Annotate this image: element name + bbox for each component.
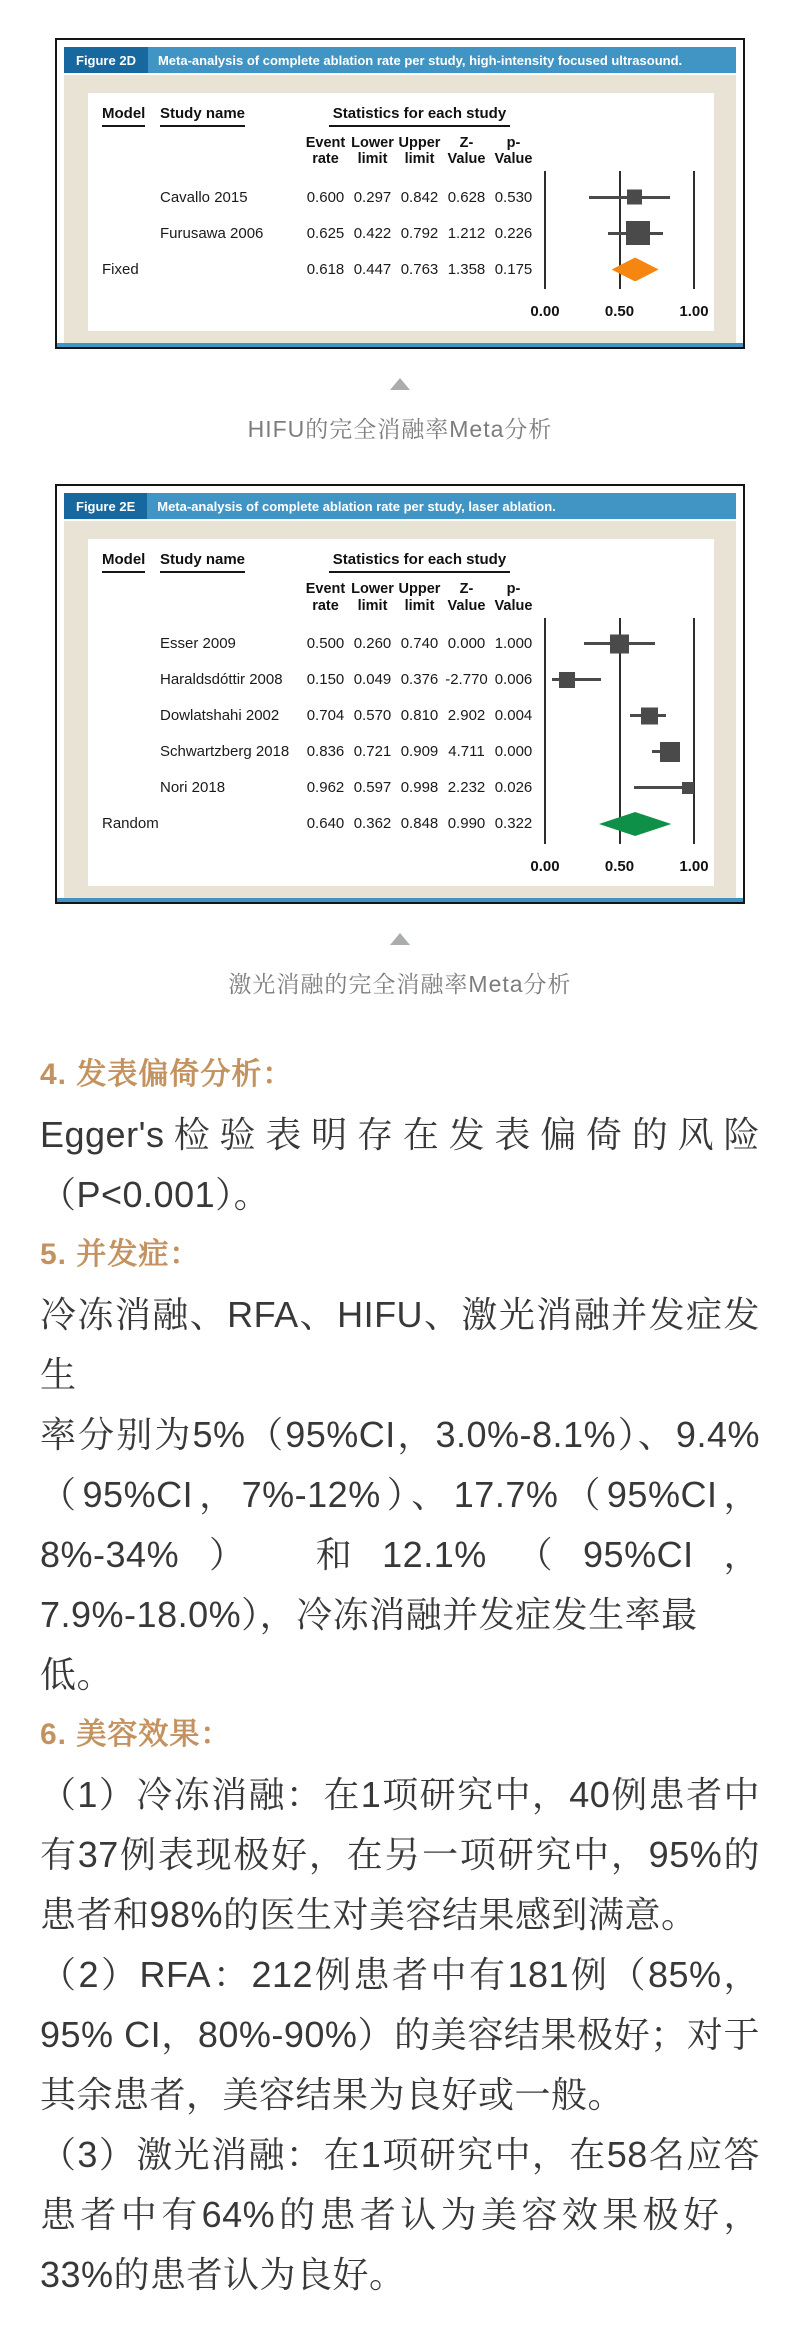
value-cell: 1.212 (447, 224, 486, 242)
value-cell: 0.721 (353, 743, 392, 761)
study-cell: Haraldsdóttir 2008 (160, 671, 283, 689)
axis-tick-label: 0.50 (604, 857, 635, 875)
value-cell: 1.358 (447, 260, 486, 278)
text-line: 率分别为5%（95%CI，3.0%-8.1%）、9.4% (40, 1413, 760, 1455)
text-line: 患者中有64%的患者认为美容效果极好， (40, 2193, 760, 2235)
stat-column-header-line1: Event (305, 135, 346, 151)
x-axis (530, 850, 709, 878)
forest-point-square (660, 742, 680, 762)
value-cell: 0.026 (494, 779, 533, 797)
value-cell: 0.500 (306, 635, 345, 653)
value-cell: 0.810 (400, 707, 439, 725)
value-cell: 0.570 (353, 707, 392, 725)
plot-cell (537, 734, 702, 770)
stat-column-header-line1: Lower (351, 581, 394, 598)
study-cell: Furusawa 2006 (160, 224, 264, 242)
stat-column-header-line2: limit (404, 151, 435, 168)
value-cell: 0.836 (306, 743, 345, 761)
value-cell: 0.000 (494, 743, 533, 761)
stat-column-header-line1: Upper (398, 135, 441, 151)
value-cell: 0.530 (494, 188, 533, 206)
axis-tick-label: 0.00 (530, 303, 560, 321)
figure-bottom-accent (57, 898, 743, 902)
study-cell: Dowlatshahi 2002 (160, 707, 280, 725)
value-cell: 0.792 (400, 224, 439, 242)
axis-tick-label: 0.00 (530, 857, 560, 875)
stats-group-header: Statistics for each study (302, 551, 537, 573)
text-line: 冷冻消融、RFA、HIFU、激光消融并发症发生 (40, 1293, 760, 1395)
stat-column-header-line2: limit (357, 151, 388, 168)
figure-caption: HIFU的完全消融率Meta分析 (247, 416, 553, 443)
forest-point-square (559, 672, 575, 688)
value-cell: 0.597 (353, 779, 392, 797)
stat-column-header-line2: rate (312, 597, 339, 614)
table-header-row (102, 551, 702, 573)
figure-bottom-accent (57, 343, 743, 347)
plot-cell (537, 770, 702, 806)
value-cell: 0.260 (353, 635, 392, 653)
stat-column-header-line2: limit (357, 597, 388, 614)
plot-cell (537, 179, 702, 215)
forest-point-square (682, 782, 694, 794)
stat-column-headers (102, 581, 702, 613)
article-text (40, 1045, 760, 2331)
study-column-header: Study name (160, 551, 245, 573)
forest-row (102, 179, 702, 215)
value-cell: 0.600 (306, 188, 345, 206)
forest-plot-panel (88, 539, 714, 885)
value-cell: 0.150 (306, 671, 345, 689)
plot-cell (537, 251, 702, 287)
up-triangle-icon (390, 378, 410, 390)
stats-group-header: Statistics for each study (302, 105, 537, 127)
stat-column-header (396, 581, 443, 613)
stat-column-header-line2: limit (404, 597, 435, 614)
plot-cell (537, 626, 702, 662)
figure-caption: 激光消融的完全消融率Meta分析 (228, 970, 572, 997)
stat-column-headers (102, 135, 702, 167)
forest-point-square (627, 190, 642, 205)
paragraph (40, 1285, 760, 1705)
stat-column-header-line1: Event (305, 581, 346, 598)
forest-point-square (641, 707, 658, 724)
figure-body (64, 75, 736, 343)
paragraph (40, 1765, 760, 1945)
study-column-header: Study name (160, 105, 245, 127)
value-cell: 0.998 (400, 779, 439, 797)
value-cell: 0.422 (353, 224, 392, 242)
up-triangle-icon (390, 933, 410, 945)
value-cell: 4.711 (448, 743, 485, 761)
axis-tick-label: 1.00 (679, 857, 709, 875)
model-column-header: Model (102, 105, 145, 127)
value-cell: 0.362 (353, 815, 392, 833)
section-heading: 4. 发表偏倚分析： (40, 1057, 294, 1091)
axis-tick-label: 0.50 (604, 303, 635, 321)
stat-column-header (349, 581, 396, 613)
article-page (0, 38, 800, 2331)
plot-cell (537, 806, 702, 842)
stat-column-header (490, 135, 537, 167)
stat-column-header (443, 581, 490, 613)
figure-badge: Figure 2D (64, 47, 148, 73)
forest-row (102, 770, 702, 806)
paragraph (40, 1105, 760, 1225)
stat-column-header-line2: Z-Value (447, 581, 486, 614)
value-cell: 0.447 (353, 260, 392, 278)
axis-tick-label: 1.00 (679, 303, 709, 321)
forest-row (102, 251, 702, 287)
forest-point-square (610, 634, 629, 653)
figure-caption-block (0, 932, 800, 999)
study-cell: Schwartzberg 2018 (160, 743, 290, 761)
stat-column-header (349, 135, 396, 167)
value-cell: 0.740 (400, 635, 439, 653)
figure-caption-block (0, 377, 800, 444)
value-cell: 0.704 (306, 707, 345, 725)
value-cell: 0.376 (400, 671, 439, 689)
summary-diamond (612, 257, 659, 281)
figure-badge: Figure 2E (64, 493, 147, 519)
value-cell: 0.297 (353, 188, 392, 206)
study-cell: Cavallo 2015 (160, 188, 248, 206)
forest-row (102, 806, 702, 842)
forest-rows (102, 167, 702, 291)
value-cell: 1.000 (494, 635, 533, 653)
forest-row (102, 626, 702, 662)
stat-column-header-line2: rate (312, 151, 339, 168)
value-cell: 2.902 (447, 707, 486, 725)
value-cell: 0.640 (306, 815, 345, 833)
forest-row (102, 215, 702, 251)
table-header-row (102, 105, 702, 127)
model-cell: Random (102, 815, 159, 833)
stat-column-header (302, 135, 349, 167)
model-column-header: Model (102, 551, 145, 573)
figure-header-bar (64, 493, 736, 519)
value-cell: 0.226 (494, 224, 533, 242)
plot-cell (537, 698, 702, 734)
stat-column-header (443, 135, 490, 167)
section-heading: 6. 美容效果： (40, 1717, 232, 1751)
text-line: 7.9%-18.0%），冷冻消融并发症发生率最低。 (40, 1593, 698, 1695)
forest-plot-panel (88, 93, 714, 331)
stat-column-header-line2: Z-Value (447, 135, 486, 168)
figure-title: Meta-analysis of complete ablation rate per study, high-intensity focused ultrasound. (148, 47, 736, 73)
model-cell: Fixed (102, 260, 139, 278)
value-cell: 0.628 (447, 188, 486, 206)
section-heading: 5. 并发症： (40, 1237, 201, 1271)
stat-column-header-line1: Lower (351, 135, 394, 151)
value-cell: 0.618 (306, 260, 345, 278)
plot-cell (537, 662, 702, 698)
content-section (40, 1225, 760, 1705)
value-cell: 2.232 (447, 779, 486, 797)
text-line: （2）RFA：212例患者中有181例（85%， (40, 1953, 760, 1995)
paragraph (40, 1945, 760, 2125)
stat-column-header-line1: Upper (398, 581, 441, 598)
figure-2d (55, 38, 745, 349)
text-line: 33%的患者认为良好。 (40, 2253, 406, 2295)
text-line: （1）冷冻消融：在1项研究中，40例患者中 (40, 1773, 760, 1815)
forest-row (102, 662, 702, 698)
value-cell: 0.962 (306, 779, 345, 797)
value-cell: 0.000 (447, 635, 486, 653)
value-cell: 0.006 (494, 671, 533, 689)
text-line: （3）激光消融：在1项研究中，在58名应答 (40, 2133, 760, 2175)
text-line: 有37例表现极好，在另一项研究中，95%的 (40, 1833, 760, 1875)
text-line: （95%CI，7%-12%）、17.7%（95%CI， (40, 1473, 760, 1515)
value-cell: 0.004 (494, 707, 533, 725)
x-axis (530, 295, 709, 323)
stat-column-header (396, 135, 443, 167)
forest-rows (102, 614, 702, 846)
value-cell: 0.625 (306, 224, 345, 242)
value-cell: 0.909 (400, 743, 439, 761)
text-line: 95% CI，80%-90%）的美容结果极好；对于 (40, 2013, 760, 2055)
value-cell: 0.848 (400, 815, 439, 833)
content-section (40, 1045, 760, 1225)
text-line: 患者和98%的医生对美容结果感到满意。 (40, 1893, 698, 1935)
value-cell: 0.842 (400, 188, 439, 206)
content-section (40, 1705, 760, 2305)
text-line: Egger's检验表明存在发表偏倚的风险 (40, 1113, 760, 1155)
study-cell: Esser 2009 (160, 635, 236, 653)
stat-column-header-line2: p-Value (494, 135, 533, 168)
plot-cell (537, 215, 702, 251)
study-cell: Nori 2018 (160, 779, 226, 797)
figure-2e (55, 484, 745, 903)
figure-title: Meta-analysis of complete ablation rate per study, laser ablation. (147, 493, 736, 519)
stat-column-header (490, 581, 537, 613)
text-line: （P<0.001）。 (40, 1173, 271, 1215)
value-cell: 0.322 (494, 815, 533, 833)
value-cell: -2.770 (445, 671, 488, 689)
text-line: 其余患者，美容结果为良好或一般。 (40, 2073, 625, 2115)
forest-row (102, 734, 702, 770)
figure-header-bar (64, 47, 736, 73)
text-line: 8%-34%） 和12.1%（95%CI， (40, 1533, 760, 1575)
forest-row (102, 698, 702, 734)
summary-diamond (599, 812, 671, 836)
stat-column-header (302, 581, 349, 613)
value-cell: 0.175 (494, 260, 533, 278)
paragraph (40, 2125, 760, 2305)
value-cell: 0.763 (400, 260, 439, 278)
value-cell: 0.049 (353, 671, 392, 689)
figure-body (64, 521, 736, 897)
value-cell: 0.990 (447, 815, 486, 833)
forest-point-square (626, 221, 650, 245)
stat-column-header-line2: p-Value (494, 581, 533, 614)
